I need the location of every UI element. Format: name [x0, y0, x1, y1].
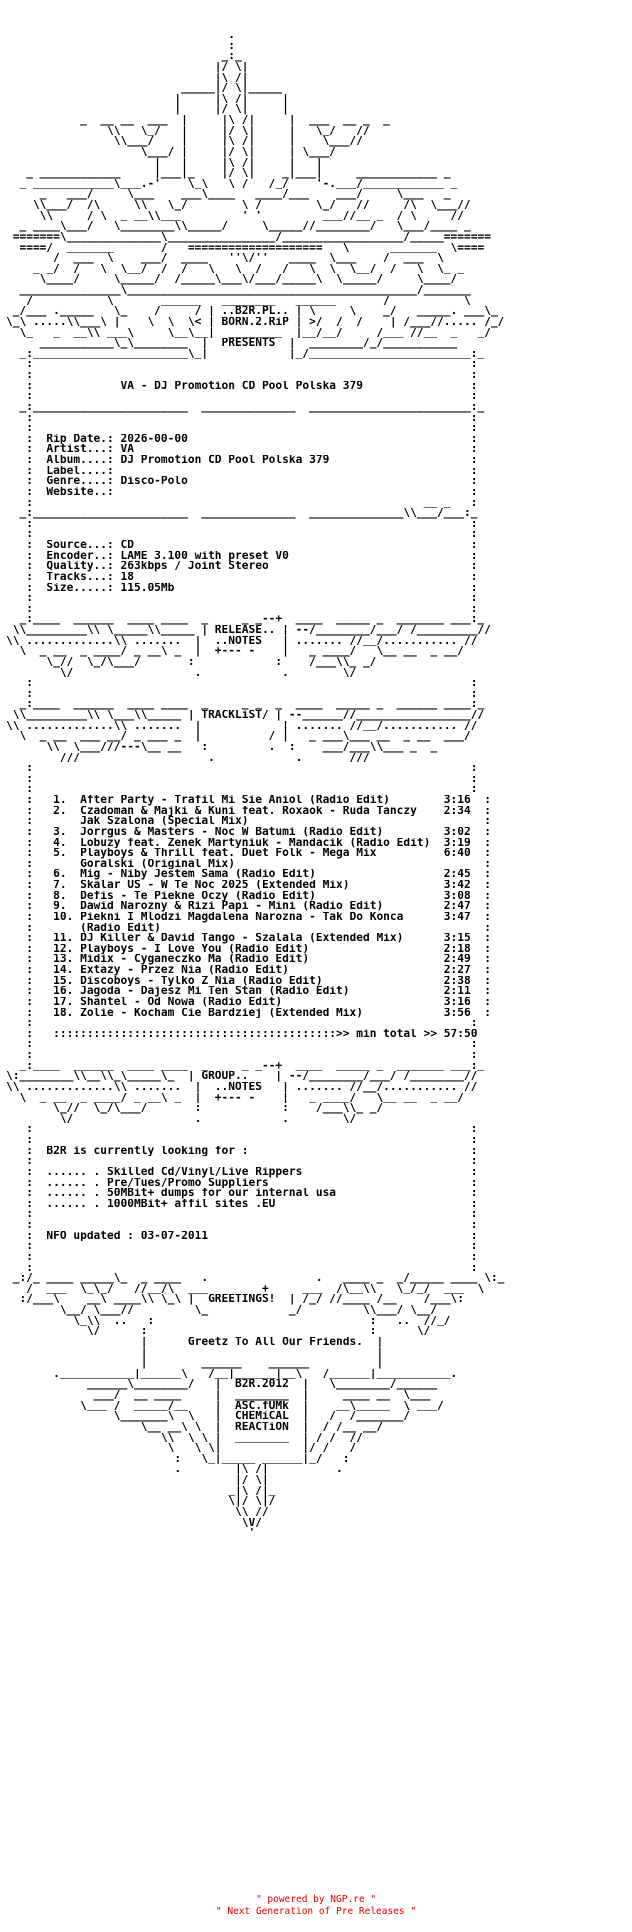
nfo-line: : 18. Zolie - Kocham Cie Bardziej (Extended Mix) 3:56 : — [6, 1007, 491, 1019]
nfo-line: : : — [6, 1039, 478, 1050]
nfo-line: : : — [6, 1050, 478, 1061]
nfo-line: : \_|_____ ______|_/ : — [6, 1453, 350, 1465]
nfo-line: ' — [6, 1528, 256, 1539]
nfo-line: \\ .............\\ ....... | ..NOTES | ....... //__/........... // — [6, 635, 478, 647]
nfo-line: : : — [6, 1156, 478, 1167]
nfo-line: : 9. Dawid Narozny & Rizi Papi - Mini (Radio Edit) 2:47 : — [6, 901, 491, 912]
nfo-line: \\ .............\\ ....... | | ....... //__/........... // — [6, 720, 478, 732]
nfo-line: : : — [6, 529, 478, 540]
nfo-line: =======\______________\________________/__________________/_____======= — [6, 231, 491, 243]
nfo-line: : : — [6, 1251, 478, 1263]
nfo-line: : Album....: DJ Promotion CD Pool Polska 379 : — [6, 455, 478, 466]
nfo-line: : 5. Playboys & Thrill feat. Duet Folk - Mega Mix 6:40 : — [6, 848, 491, 859]
nfo-line: : : — [6, 518, 478, 530]
nfo-line: \ _ __ _ ____/ _ __\ _ | +--- - | _ ____/ \__ __ _ __/ — [6, 646, 465, 657]
nfo-line: _ ____\___/ \________\\_____/ \_____//________/ \___/____ _ — [6, 221, 471, 232]
nfo-line: ___________\_\________ | PRESENTS | ________/_/___________ — [6, 338, 458, 349]
nfo-line: : NFO updated : 03-07-2011 : — [6, 1230, 478, 1242]
nfo-line: : 1. After Party - Trafil Mi Sie Aniol (Radio Edit) 3:16 : — [6, 795, 491, 806]
nfo-line: ___/ __ ____ | ________ | ____ __ \___ — [6, 1390, 431, 1401]
nfo-line: : Jak Szalona (Special Mix) : — [6, 816, 491, 827]
nfo-line: : 17. Shantel - Od Nowa (Radio Edit) 3:16 : — [6, 996, 491, 1008]
nfo-line: : Encoder..: LAME 3.100 with preset V0 : — [6, 550, 478, 562]
nfo-line: \___/ | |/ \| | \___/ — [6, 146, 337, 158]
nfo-line: : Label....: : — [6, 465, 478, 477]
nfo-line: : __ _ : — [6, 497, 478, 509]
footer-powered-by: " powered by NGP.re " — [255, 1894, 377, 1905]
nfo-line: : 14. Extazy - Przez Nia (Radio Edit) 2:27 : — [6, 965, 491, 976]
nfo-line: | |\ /| | — [6, 93, 289, 105]
nfo-line: : Artist...: VA : — [6, 444, 478, 455]
nfo-line: _ ___/ \___ ___\____ ____/___ ___/ \___ _ — [6, 189, 451, 200]
nfo-line: : 12. Playboys - I Love You (Radio Edit) 2:18 : — [6, 943, 491, 955]
nfo-line: : 4. Lobuzy feat. Zenek Martyniuk - Mandacik (Radio Edit) 3:19 : — [6, 837, 491, 849]
nfo-line: \ _ __ _ ____/ _ __\ _ | +--- - | _ ____/ \__ __ _ __/ — [6, 1092, 465, 1104]
nfo-line: _/___ ._____ \_ / / | ..B2R.PL.. | \ \ _/ _____. ___\_ — [6, 306, 498, 317]
nfo-line: .___________|______\ /__|______|__\ /______|___________. — [6, 1368, 458, 1380]
nfo-line: : : — [6, 593, 478, 604]
nfo-line: : 6. Mig - Niby Jestem Sama (Radio Edit) 2:45 : — [6, 869, 491, 880]
nfo-line: \_______\ \ | CHEMiCAL | / /_______/ — [6, 1411, 411, 1422]
nfo-line: : ...... . 1000MBit+ affil sites .EU : — [6, 1198, 478, 1210]
nfo-text-block — [6, 30, 626, 1539]
nfo-line: : ::::::::::::::::::::::::::::::::::::::::::>> min total >> 57:50 — [6, 1028, 478, 1040]
nfo-line: : : — [6, 423, 478, 434]
nfo-line: \\___/ /\ \\ \_/ \ / \_/ // /\ \___// — [6, 200, 471, 211]
nfo-line: : : — [6, 1018, 478, 1029]
nfo-line: : Quality..: 263kbps / Joint Stereo : — [6, 561, 478, 572]
nfo-line: : : — [6, 603, 478, 615]
nfo-line: _:/_ ____ _____\_ _ ____ . . ____ _ _/_____ ____ \:_ — [6, 1273, 505, 1284]
nfo-line: \/ : : \/ — [6, 1326, 431, 1337]
nfo-line: \_// \_/\___/ : : /___\\_ _/ — [6, 656, 377, 668]
nfo-line: : : — [6, 773, 478, 785]
nfo-line: : (Radio Edit) : — [6, 922, 491, 934]
nfo-line: \_ _ __\\ ___\ \__\__| ________ |__/__/ /___ //__ _ _/ — [6, 327, 491, 339]
nfo-line: : Size.....: 115.05Mb : — [6, 582, 478, 594]
nfo-line: : : — [6, 370, 478, 381]
nfo-line: _ ____________\___.-' \_\ \ / /_/ '-.___/____________ _ — [6, 178, 458, 190]
nfo-line: : Website..: : — [6, 486, 478, 498]
nfo-line: : : — [6, 1209, 478, 1220]
nfo-line: : 8. Defis - Te Piekne Oczy (Radio Edit) 3:08 : — [6, 890, 491, 902]
nfo-line: : : — [6, 391, 478, 402]
nfo-line: : 16. Jagoda - Dajesz Mi Ten Stan (Radio Edit) 2:11 : — [6, 986, 491, 997]
nfo-line: ______\________/ | B2R.2012 | \________/______ — [6, 1379, 438, 1390]
nfo-line: \ \ \| |/ / / — [6, 1443, 357, 1454]
nfo-line: : : — [6, 678, 478, 689]
nfo-line: _ _/ / \ \__/ / / \ \ / / \ \ \__/ / \ \_ _ — [6, 263, 465, 275]
nfo-line: \\_________\\ \_____\\_____ | RELEASE.. | --/________/___/ /_________// — [6, 625, 491, 636]
nfo-line: : Goralski (Original Mix) : — [6, 858, 491, 870]
nfo-line: \_// \_/\___/ : : /___\\_ _/ — [6, 1103, 384, 1114]
nfo-line: : Tracks...: 18 : — [6, 571, 478, 583]
nfo-line: _:_______________________\_| |_/________________________:_ — [6, 348, 485, 360]
nfo-line: _____|/ \|_____ — [6, 83, 283, 94]
nfo-line: : : — [6, 1220, 478, 1231]
nfo-line: \V/ — [6, 1517, 262, 1529]
nfo-line: : : — [6, 1135, 478, 1146]
nfo-line: \_\ .....\\___\ | \ \ \< | BORN.2.RiP | >/ / / | /___//..... /_/ — [6, 316, 505, 328]
nfo-line: : 15. Discoboys - Tylko Z Nia (Radio Edit) 2:38 : — [6, 975, 491, 987]
nfo-line: : : — [6, 359, 478, 370]
nfo-line: : ...... . Skilled Cd/Vinyl/Live Rippers : — [6, 1166, 478, 1178]
nfo-line: / \ ______ ________ ______ / \ — [6, 295, 471, 307]
nfo-line: \___ / _____/__ | ASC.fUMk | __\_____ \ ___/ — [6, 1400, 444, 1412]
nfo-line: ====/ _______ / ==================== \ _______ \==== — [6, 242, 485, 254]
nfo-line: \\ \ \ | ________ | / / // — [6, 1432, 363, 1444]
nfo-line: | | |\ /| | | — [6, 157, 323, 169]
nfo-line: / ___ \ ___/ ____ ''\/'' ____ \___ / ___ \ — [6, 253, 444, 264]
nfo-line: \__/ \___// \_ _/ \\___/ \__/ — [6, 1305, 438, 1316]
nfo-line: : : — [6, 1262, 478, 1274]
nfo-line: _:____ ______ ____ ____ _ _ _--+ ____ _____ _ _______ ___:_ — [6, 1060, 485, 1072]
nfo-line: : : — [6, 763, 478, 774]
nfo-line: | Greetz To All Our Friends. | — [6, 1336, 384, 1348]
nfo-line: _:____ ______ ____ ____ _ _ _--+ ____ _____ _ _______ ___:_ — [6, 614, 485, 625]
nfo-line: : ...... . Pre/Tues/Promo Suppliers : — [6, 1177, 478, 1189]
nfo-line: . |\ /| . — [6, 1464, 343, 1475]
nfo-line: : — [6, 40, 236, 52]
nfo-line: : VA - DJ Promotion CD Pool Polska 379 : — [6, 380, 478, 392]
nfo-line: . — [6, 30, 236, 41]
nfo-line: _:_ — [6, 51, 242, 62]
nfo-line: \\ / \ _ __\\___ ' ' ___//__ _ / \ // — [6, 210, 465, 222]
nfo-line: \\ // — [6, 1506, 269, 1518]
nfo-line: : 2. Czadoman & Majki & Kuni feat. Roxaok - Ruda Tanczy 2:34 : — [6, 805, 491, 817]
nfo-line: _:_______________________ ______________ ______________\\___/___:_ — [6, 508, 478, 519]
nfo-line: \ _ __ ___ __/ _ ___ _ | / | _ ___\___ __ _ __ ___/ — [6, 731, 471, 742]
nfo-line: :/___\ __\ ____\\ \_\ | GREETINGS! | /_/ //____ /__ /___\: — [6, 1294, 465, 1305]
nfo-line: : Genre....: Disco-Polo : — [6, 476, 478, 487]
nfo-line: _|\ /|_ — [6, 1485, 276, 1497]
nfo-line: _:_______________________ ______________ ________________________:_ — [6, 401, 485, 413]
nfo-line: : Source...: CD : — [6, 540, 478, 551]
nfo-line: \/ . . \/ — [6, 667, 357, 679]
nfo-line: \_\\ .. : : .. //_/ — [6, 1315, 451, 1327]
nfo-line: : B2R is currently looking for : : — [6, 1145, 478, 1157]
nfo-line: \\ .............\\ ....... | ..NOTES | ....... //__/........... // — [6, 1081, 478, 1093]
nfo-line: \:________\\__\\_\_____\_ | GROUP.. | --/________/___/ /________// — [6, 1071, 478, 1082]
nfo-line: \__ __\ \ | REACTiON | / /__ __/ — [6, 1421, 384, 1433]
nfo-line: : ...... . 50MBit+ dumps for our internal usa : — [6, 1188, 478, 1199]
nfo-line: \\ \_/ | |/ \| | \_/ // — [6, 125, 370, 137]
nfo-line: _______________\___________________________________________/_______ — [6, 285, 471, 296]
nfo-line: /// . . /// — [6, 752, 370, 764]
nfo-line: _ __ __ ___ | |\ /| | ___ __ _ _ — [6, 115, 390, 126]
nfo-line: : 7. Skalar US - W Te Noc 2025 (Extended Mix) 3:42 : — [6, 880, 491, 891]
nfo-line: | | — [6, 1347, 384, 1359]
nfo-line: |/ \| — [6, 1475, 269, 1486]
nfo-line: : 13. Midix - Cyganeczko Ma (Radio Edit) 2:49 : — [6, 954, 491, 965]
nfo-line: | ______ ______ | — [6, 1358, 384, 1369]
nfo-line: : : — [6, 412, 478, 424]
footer-tagline: " Next Generation of Pre Releases " — [215, 1906, 417, 1917]
nfo-line: \\ \___///---\__ __ : . : ___/___\\___ _ _ — [6, 741, 438, 753]
nfo-line: : 10. Piekni I Mlodzi Magdalena Narozna - Tak Do Konca 3:47 : — [6, 911, 491, 923]
nfo-line: \\___/ | |\ /| | \___// — [6, 136, 363, 147]
nfo-line: \\_________\\ \___\\_____ | TRACKLiST/ | --______//_________________// — [6, 710, 485, 721]
nfo-line: \____/ \_____/ /_____\___\/___/_____\ \_____/ \____/ — [6, 274, 458, 285]
nfo-line: _:____ ______ ____ ____ _ _ _ _ ____ _____ _ ______ ____:_ — [6, 699, 485, 710]
nfo-line: : : — [6, 1124, 478, 1135]
nfo-line: : : — [6, 784, 478, 795]
nfo-line: | |/ \| | — [6, 104, 289, 115]
nfo-line: / ___ \_\_/ //__/\ ___ + ___ /\__\\ \_/_/ ___ \ — [6, 1283, 485, 1295]
nfo-line: : : — [6, 1241, 478, 1252]
nfo-line: \|/ \|/ — [6, 1496, 276, 1507]
nfo-line: : 3. Jorrgus & Masters - Noc W Batumi (Radio Edit) 3:02 : — [6, 826, 491, 838]
nfo-line: \/ . . \/ — [6, 1113, 357, 1125]
nfo-line: _ ____________ |___|_ |/ \| _|___| ____________ _ — [6, 168, 451, 179]
nfo-line: : Rip Date.: 2026-00-00 : — [6, 433, 478, 445]
footer — [0, 1894, 632, 1918]
nfo-line: |/ \| — [6, 61, 249, 73]
nfo-line: : : — [6, 688, 478, 700]
nfo-line: |\ /| — [6, 72, 249, 84]
nfo-line: : 11. DJ Killer & David Tango - Szalala (Extended Mix) 3:15 : — [6, 933, 491, 944]
